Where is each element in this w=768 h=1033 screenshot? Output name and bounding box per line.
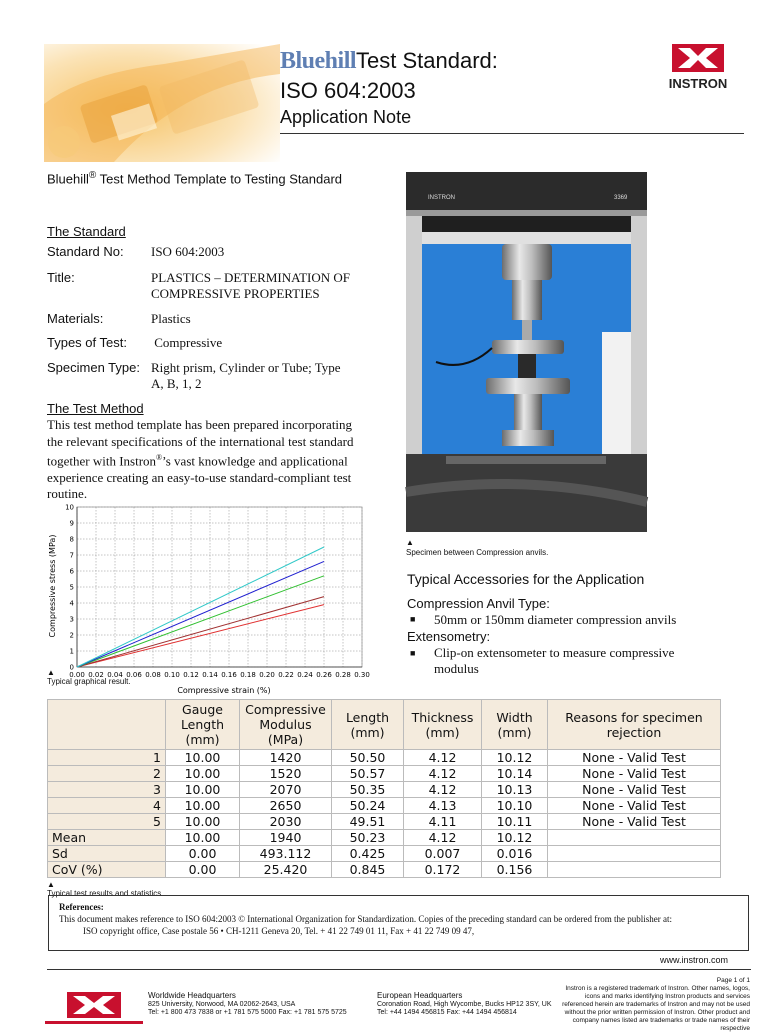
table-header-row bbox=[48, 700, 721, 750]
frame-model-label: 3369 bbox=[614, 195, 628, 201]
row-label: 2 bbox=[48, 766, 166, 782]
column-header: Reasons for specimen rejection bbox=[548, 700, 721, 750]
test-frame-photo bbox=[406, 172, 647, 532]
application-note-subtitle: Application Note bbox=[280, 107, 412, 127]
chart-y-axis-label: Compressive stress (MPa) bbox=[48, 534, 57, 638]
website-link[interactable]: www.instron.com bbox=[660, 955, 729, 965]
chart-caption: ▲ Typical graphical result. bbox=[47, 668, 131, 686]
footer-divider bbox=[47, 969, 751, 970]
table-cell: 50.50 bbox=[332, 750, 404, 766]
instron-logo-text: INSTRON bbox=[668, 76, 728, 91]
bullet-icon: ■ bbox=[410, 614, 416, 624]
standard-section-heading: The Standard bbox=[47, 224, 126, 239]
table-cell bbox=[548, 846, 721, 862]
y-tick-label: 10 bbox=[65, 503, 74, 512]
x-tick-label: 0.10 bbox=[164, 671, 180, 679]
table-cell: 4.12 bbox=[404, 782, 482, 798]
table-corner-cell bbox=[48, 700, 166, 750]
table-cell: 0.172 bbox=[404, 862, 482, 878]
header-divider bbox=[280, 133, 744, 134]
field-value-standard-no: ISO 604:2003 bbox=[151, 244, 225, 259]
table-cell: 4.11 bbox=[404, 814, 482, 830]
x-tick-label: 0.06 bbox=[126, 671, 142, 679]
row-label: Mean bbox=[48, 830, 166, 846]
document-title bbox=[280, 48, 498, 75]
field-label-materials: Materials: bbox=[47, 311, 104, 326]
table-row bbox=[48, 862, 721, 878]
table-cell: 0.156 bbox=[482, 862, 548, 878]
y-tick-label: 9 bbox=[69, 519, 74, 528]
table-cell bbox=[548, 830, 721, 846]
table-cell: None - Valid Test bbox=[548, 750, 721, 766]
table-row bbox=[48, 750, 721, 766]
table-cell: 2650 bbox=[240, 798, 332, 814]
row-label: Sd bbox=[48, 846, 166, 862]
legal-notice bbox=[560, 977, 750, 1033]
bullet-icon: ■ bbox=[410, 648, 416, 658]
column-header: Width (mm) bbox=[482, 700, 548, 750]
row-label: 4 bbox=[48, 798, 166, 814]
table-cell: 10.00 bbox=[166, 830, 240, 846]
table-cell: 50.24 bbox=[332, 798, 404, 814]
table-cell: 4.13 bbox=[404, 798, 482, 814]
x-tick-label: 0.04 bbox=[107, 671, 123, 679]
accessories-heading: Typical Accessories for the Application bbox=[407, 571, 645, 587]
x-tick-label: 0.00 bbox=[69, 671, 85, 679]
x-tick-label: 0.22 bbox=[278, 671, 294, 679]
title-text: Test Standard: bbox=[356, 48, 498, 73]
table-cell: 10.00 bbox=[166, 814, 240, 830]
table-row bbox=[48, 830, 721, 846]
table-row bbox=[48, 782, 721, 798]
y-tick-label: 2 bbox=[69, 631, 74, 640]
row-label: 5 bbox=[48, 814, 166, 830]
table-cell: 493.112 bbox=[240, 846, 332, 862]
table-cell: 10.00 bbox=[166, 750, 240, 766]
column-header: Length (mm) bbox=[332, 700, 404, 750]
results-table bbox=[47, 699, 721, 878]
column-header: Thickness (mm) bbox=[404, 700, 482, 750]
table-cell: 10.14 bbox=[482, 766, 548, 782]
field-label-title: Title: bbox=[47, 270, 75, 285]
legal-text: Instron is a registered trademark of Instron. Other names, logos, icons and marks identifying Instron products and services referenced herein are trademarks of Instron and may not be used without the prior written permission of Instron. Other product and company names listed are trademarks or trade names of their respective bbox=[562, 985, 750, 1032]
photo-caption: ▲ Specimen between Compression anvils. bbox=[406, 538, 549, 557]
field-value-materials: Plastics bbox=[151, 311, 191, 326]
references-heading: References: bbox=[59, 902, 104, 912]
table-cell: None - Valid Test bbox=[548, 782, 721, 798]
x-tick-label: 0.02 bbox=[88, 671, 104, 679]
references-address: ISO copyright office, Case postale 56 • CH-1211 Geneva 20, Tel. + 41 22 749 01 11, Fax + 41 22 749 09 47, bbox=[83, 926, 475, 936]
x-tick-label: 0.26 bbox=[316, 671, 332, 679]
page-number: Page 1 of 1 bbox=[716, 977, 750, 984]
table-cell: 0.00 bbox=[166, 846, 240, 862]
table-cell: 50.35 bbox=[332, 782, 404, 798]
table-row bbox=[48, 846, 721, 862]
x-tick-label: 0.30 bbox=[354, 671, 370, 679]
table-cell: 10.10 bbox=[482, 798, 548, 814]
x-tick-label: 0.16 bbox=[221, 671, 237, 679]
y-tick-label: 8 bbox=[69, 535, 74, 544]
table-cell: 0.425 bbox=[332, 846, 404, 862]
field-value-specimen-type: Right prism, Cylinder or Tube; Type A, B, 1, 2 bbox=[151, 360, 341, 391]
table-cell: 10.00 bbox=[166, 766, 240, 782]
table-cell: 10.12 bbox=[482, 750, 548, 766]
x-tick-label: 0.18 bbox=[240, 671, 256, 679]
table-cell: None - Valid Test bbox=[548, 814, 721, 830]
table-cell: None - Valid Test bbox=[548, 766, 721, 782]
table-cell: 0.016 bbox=[482, 846, 548, 862]
y-tick-label: 0 bbox=[69, 663, 74, 672]
table-caption: ▲ Typical test results and statistics. bbox=[47, 880, 164, 898]
column-header: Compressive Modulus (MPa) bbox=[240, 700, 332, 750]
field-label-specimen-type: Specimen Type: bbox=[47, 360, 140, 375]
column-header: Gauge Length (mm) bbox=[166, 700, 240, 750]
table-cell: 0.00 bbox=[166, 862, 240, 878]
worldwide-hq: Worldwide Headquarters 825 University, Norwood, MA 02062-2643, USA Tel: +1 800 473 7838 or +1 781 575 5000 Fax: +1 781 575 5725 bbox=[148, 991, 347, 1016]
table-cell: 2070 bbox=[240, 782, 332, 798]
table-cell: 50.23 bbox=[332, 830, 404, 846]
frame-brand-label: INSTRON bbox=[428, 195, 455, 201]
table-row bbox=[48, 798, 721, 814]
y-tick-label: 1 bbox=[69, 647, 74, 656]
y-tick-label: 6 bbox=[69, 567, 74, 576]
row-label: 3 bbox=[48, 782, 166, 798]
table-cell: 10.13 bbox=[482, 782, 548, 798]
x-tick-label: 0.08 bbox=[145, 671, 161, 679]
field-label-standard-no: Standard No: bbox=[47, 244, 124, 259]
table-cell: 2030 bbox=[240, 814, 332, 830]
table-row bbox=[48, 814, 721, 830]
table-cell: 1520 bbox=[240, 766, 332, 782]
anvil-type-heading: Compression Anvil Type: bbox=[407, 596, 550, 611]
test-method-heading: The Test Method bbox=[47, 401, 144, 416]
row-label: CoV (%) bbox=[48, 862, 166, 878]
table-cell: 49.51 bbox=[332, 814, 404, 830]
table-cell: 1420 bbox=[240, 750, 332, 766]
table-cell: 10.00 bbox=[166, 782, 240, 798]
footer-instron-logo bbox=[45, 990, 143, 1024]
references-box bbox=[48, 895, 749, 951]
x-tick-label: 0.28 bbox=[335, 671, 351, 679]
table-cell: 4.12 bbox=[404, 830, 482, 846]
table-cell: 4.12 bbox=[404, 750, 482, 766]
y-tick-label: 7 bbox=[69, 551, 74, 560]
x-tick-label: 0.24 bbox=[297, 671, 313, 679]
anvil-list-item: ■ 50mm or 150mm diameter compression anvils bbox=[410, 612, 677, 627]
extensometer-list-item: ■ Clip-on extensometer to measure compressive modulus bbox=[410, 645, 675, 676]
x-tick-label: 0.14 bbox=[202, 671, 218, 679]
field-value-title: PLASTICS – DETERMINATION OF COMPRESSIVE PROPERTIES bbox=[151, 270, 350, 301]
table-cell: 50.57 bbox=[332, 766, 404, 782]
table-cell: 10.11 bbox=[482, 814, 548, 830]
chart-x-axis-label: Compressive strain (%) bbox=[177, 686, 271, 695]
x-tick-label: 0.20 bbox=[259, 671, 275, 679]
extensometry-heading: Extensometry: bbox=[407, 629, 491, 644]
table-cell: 0.007 bbox=[404, 846, 482, 862]
instron-logo bbox=[650, 44, 746, 94]
table-cell bbox=[548, 862, 721, 878]
y-tick-label: 4 bbox=[69, 599, 74, 608]
template-title: Bluehill® Test Method Template to Testing Standard bbox=[47, 170, 343, 187]
table-cell: None - Valid Test bbox=[548, 798, 721, 814]
test-method-paragraph: This test method template has been prepared incorporating the relevant specifications of the international test standard together with Instron®’s vast knowledge and applicational experience creating an easy-to-use standard-compliant test routine. bbox=[47, 417, 354, 502]
table-row bbox=[48, 766, 721, 782]
y-tick-label: 5 bbox=[69, 583, 74, 592]
table-cell: 4.12 bbox=[404, 766, 482, 782]
table-cell: 1940 bbox=[240, 830, 332, 846]
header-banner-image bbox=[44, 44, 280, 162]
x-tick-label: 0.12 bbox=[183, 671, 199, 679]
field-label-types-of-test: Types of Test: bbox=[47, 335, 127, 350]
field-value-types-of-test: Compressive bbox=[151, 335, 223, 350]
references-text: This document makes reference to ISO 604:2003 © International Organization for Standardization. Copies of the preceding standard can be ordered from the publisher at: bbox=[59, 914, 672, 924]
standard-number-heading: ISO 604:2003 bbox=[280, 78, 416, 103]
table-cell: 10.12 bbox=[482, 830, 548, 846]
chart-grid bbox=[77, 507, 362, 667]
y-tick-label: 3 bbox=[69, 615, 74, 624]
table-cell: 0.845 bbox=[332, 862, 404, 878]
european-hq: European Headquarters Coronation Road, High Wycombe, Bucks HP12 3SY, UK Tel: +44 1494 456815 Fax: +44 1494 456814 bbox=[377, 991, 552, 1016]
bluehill-logo: Bluehill bbox=[280, 48, 357, 74]
table-cell: 25.420 bbox=[240, 862, 332, 878]
row-label: 1 bbox=[48, 750, 166, 766]
table-cell: 10.00 bbox=[166, 798, 240, 814]
